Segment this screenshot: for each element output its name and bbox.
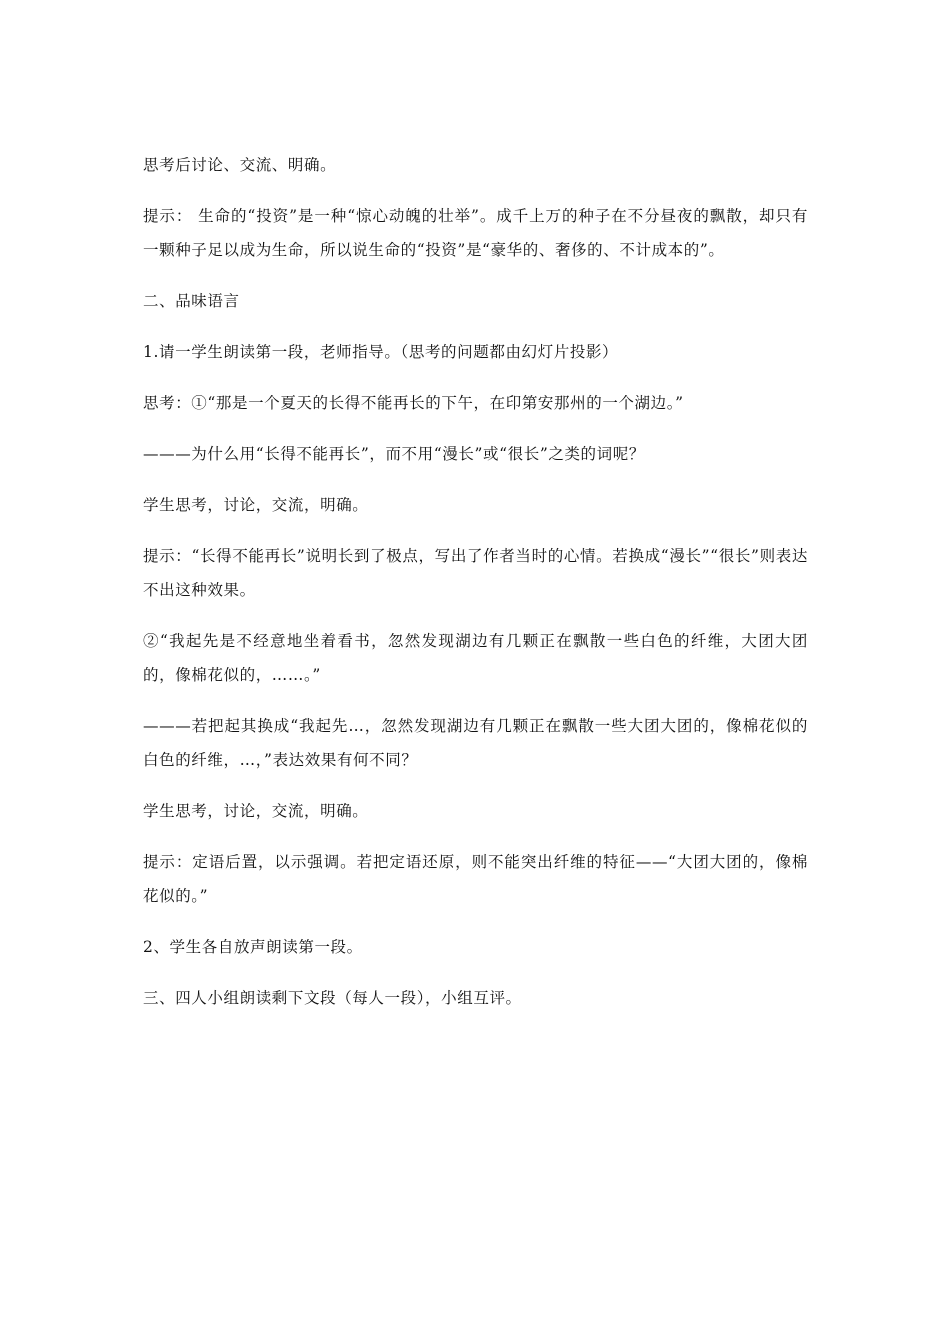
paragraph-why-phrase: ———为什么用“长得不能再长”，而不用“漫长”或“很长”之类的词呢？ [143, 445, 645, 463]
paragraph-gap [143, 828, 808, 845]
paragraph-gap [143, 777, 808, 794]
document-body [143, 148, 808, 1015]
paragraph-gap [143, 471, 808, 488]
paragraph-hint-investment: 提示： 生命的“投资”是一种“惊心动魄的壮举”。成千上万的种子在不分昼夜的飘散，却只有一颗种子足以成为生命，所以说生命的“投资”是“豪华的、奢侈的、不计成本的”。 [143, 207, 808, 259]
paragraph-rewrite-comparison: ———若把起其换成“我起先…，忽然发现湖边有几颗正在飘散一些大团大团的，像棉花似的白色的纤维，…，”表达效果有何不同？ [143, 717, 808, 769]
paragraph-think-question-2: ②“我起先是不经意地坐着看书，忽然发现湖边有几颗正在飘散一些白色的纤维，大团大团的，像棉花似的，……。” [143, 632, 808, 684]
paragraph-gap [143, 607, 808, 624]
paragraph-gap [143, 964, 808, 981]
paragraph-read-aloud: 2、学生各自放声朗读第一段。 [143, 938, 363, 956]
paragraph-gap [143, 182, 808, 199]
paragraph-gap [143, 692, 808, 709]
section-heading-group-reading: 三、四人小组朗读剩下文段（每人一段），小组互评。 [143, 989, 522, 1007]
paragraph-student-discuss-2: 学生思考，讨论，交流，明确。 [143, 802, 369, 820]
paragraph-read-first-section: 1.请一学生朗读第一段，老师指导。（思考的问题都由幻灯片投影） [143, 343, 619, 361]
paragraph-gap [143, 522, 808, 539]
paragraph-hint-postposition: 提示：定语后置，以示强调。若把定语还原，则不能突出纤维的特征——“大团大团的，像棉花似的。” [143, 853, 808, 905]
paragraph-student-discuss: 学生思考，讨论，交流，明确。 [143, 496, 369, 514]
paragraph-gap [143, 267, 808, 284]
paragraph-gap [143, 420, 808, 437]
paragraph-gap [143, 318, 808, 335]
section-heading-language: 二、品味语言 [143, 292, 240, 310]
paragraph-gap [143, 369, 808, 386]
paragraph-discussion-clarify: 思考后讨论、交流、明确。 [143, 156, 337, 174]
paragraph-hint-long: 提示：“长得不能再长”说明长到了极点，写出了作者当时的心情。若换成“漫长”“很长”则表达不出这种效果。 [143, 547, 808, 599]
paragraph-think-question-1: 思考：①“那是一个夏天的长得不能再长的下午，在印第安那州的一个湖边。” [143, 394, 684, 412]
paragraph-gap [143, 913, 808, 930]
